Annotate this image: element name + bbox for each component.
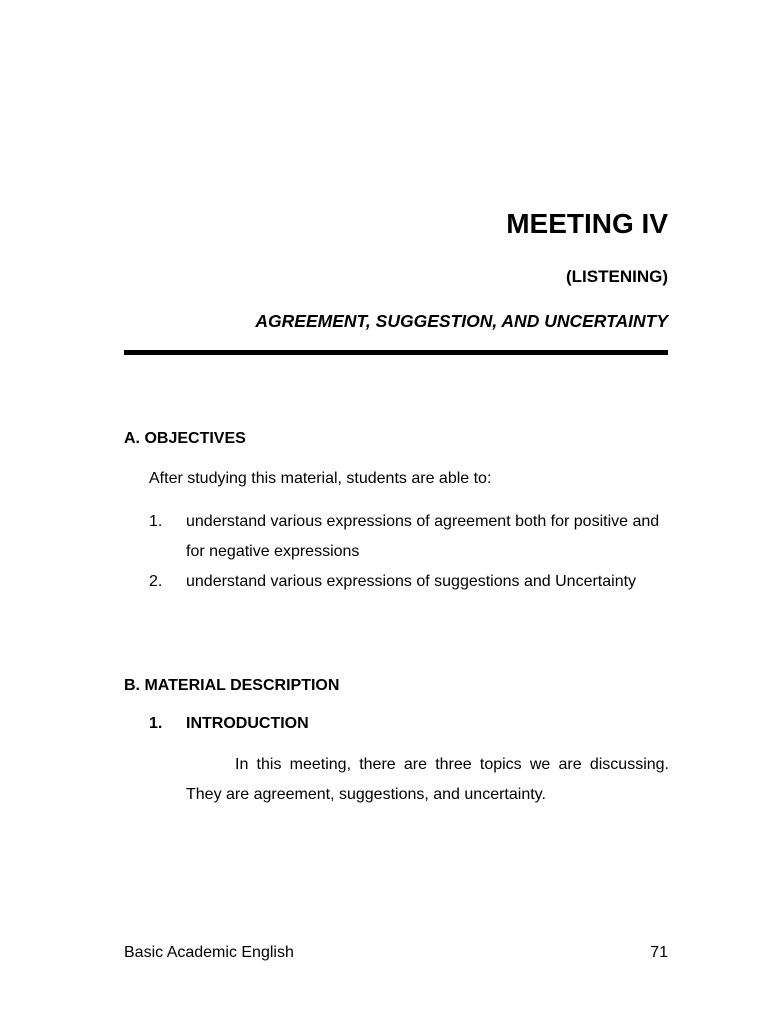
objectives-list: [149, 507, 669, 597]
footer-page-number: 71: [650, 944, 668, 961]
meeting-topic: AGREEMENT, SUGGESTION, AND UNCERTAINTY: [255, 311, 668, 331]
introduction-paragraph: In this meeting, there are three topics we are discussing. They are agreement, suggestions, and uncertainty.: [186, 756, 669, 803]
list-item-text: understand various expressions of agreement both for positive and for negative expressions: [186, 513, 660, 560]
list-item: [149, 507, 669, 567]
meeting-subtitle: (LISTENING): [566, 267, 668, 286]
footer-book-title: Basic Academic English: [124, 944, 294, 961]
objectives-heading: A. OBJECTIVES: [124, 430, 246, 447]
subsection-number: 1.: [149, 715, 163, 732]
list-item: [149, 567, 669, 597]
introduction-heading: [149, 713, 309, 735]
subsection-title: INTRODUCTION: [186, 715, 309, 732]
objectives-intro: After studying this material, students are able to:: [149, 470, 492, 487]
meeting-title: MEETING IV: [506, 208, 668, 239]
list-item-number: 2.: [149, 573, 163, 590]
list-item-text: understand various expressions of suggestions and Uncertainty: [186, 573, 637, 590]
material-description-heading: B. MATERIAL DESCRIPTION: [124, 677, 340, 694]
list-item-number: 1.: [149, 513, 163, 530]
header-divider: [124, 350, 668, 355]
